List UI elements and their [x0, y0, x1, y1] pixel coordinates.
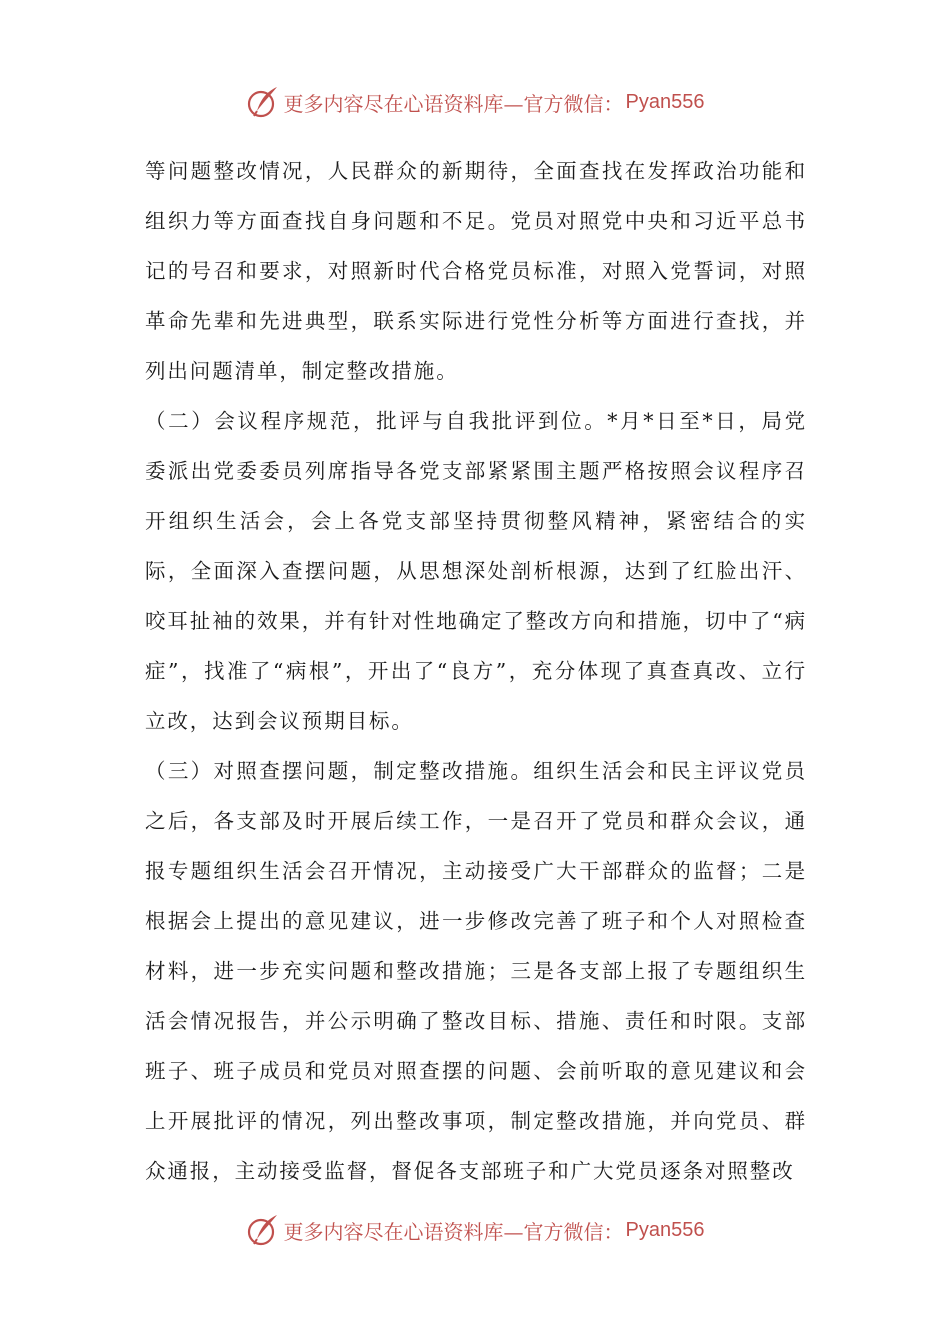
- paragraph: 等问题整改情况，人民群众的新期待，全面查找在发挥政治功能和组织力等方面查找自身问题和不足。党员对照党中央和习近平总书记的号召和要求，对照新时代合格党员标准，对照入党誓词，对照革命先辈和先进典型，联系实际进行党性分析等方面进行查找，并列出问题清单，制定整改措施。: [145, 159, 807, 383]
- footer-banner: [0, 1210, 950, 1250]
- paragraph: （三）对照查摆问题，制定整改措施。组织生活会和民主评议党员之后，各支部及时开展后续工作，一是召开了党员和群众会议，通报专题组织生活会召开情况，主动接受广大干部群众的监督；二是根据会上提出的意见建议，进一步修改完善了班子和个人对照检查材料，进一步充实问题和整改措施；三是各支部上报了专题组织生活会情况报告，并公示明确了整改目标、措施、责任和时限。支部班子、班子成员和党员对照查摆的问题、会前听取的意见建议和会上开展批评的情况，列出整改事项，制定整改措施，并向党员、群众通报，主动接受监督，督促各支部班子和广大党员逐条对照整改: [145, 759, 807, 1183]
- banner-text: 更多内容尽在心语资料库—官方微信：: [283, 1219, 624, 1244]
- paragraph: （二）会议程序规范，批评与自我批评到位。*月*日至*日，局党委派出党委委员列席指导各党支部紧紧围主题严格按照会议程序召开组织生活会，会上各党支部坚持贯彻整风精神，紧密结合的实际，全面深入查摆问题，从思想深处剖析根源，达到了红脸出汗、咬耳扯袖的效果，并有针对性地确定了整改方向和措施，切中了“病症”，找准了“病根”，开出了“良方”，充分体现了真查真改、立行立改，达到会议预期目标。: [145, 409, 807, 733]
- quill-pen-logo-icon: [246, 85, 280, 119]
- banner-text: 更多内容尽在心语资料库—官方微信：: [283, 91, 624, 116]
- header-banner: [0, 82, 950, 122]
- wechat-id: Pyan556: [625, 90, 705, 113]
- wechat-id: Pyan556: [625, 1218, 705, 1241]
- quill-pen-logo-icon: [246, 1213, 280, 1247]
- document-body: [145, 146, 807, 1196]
